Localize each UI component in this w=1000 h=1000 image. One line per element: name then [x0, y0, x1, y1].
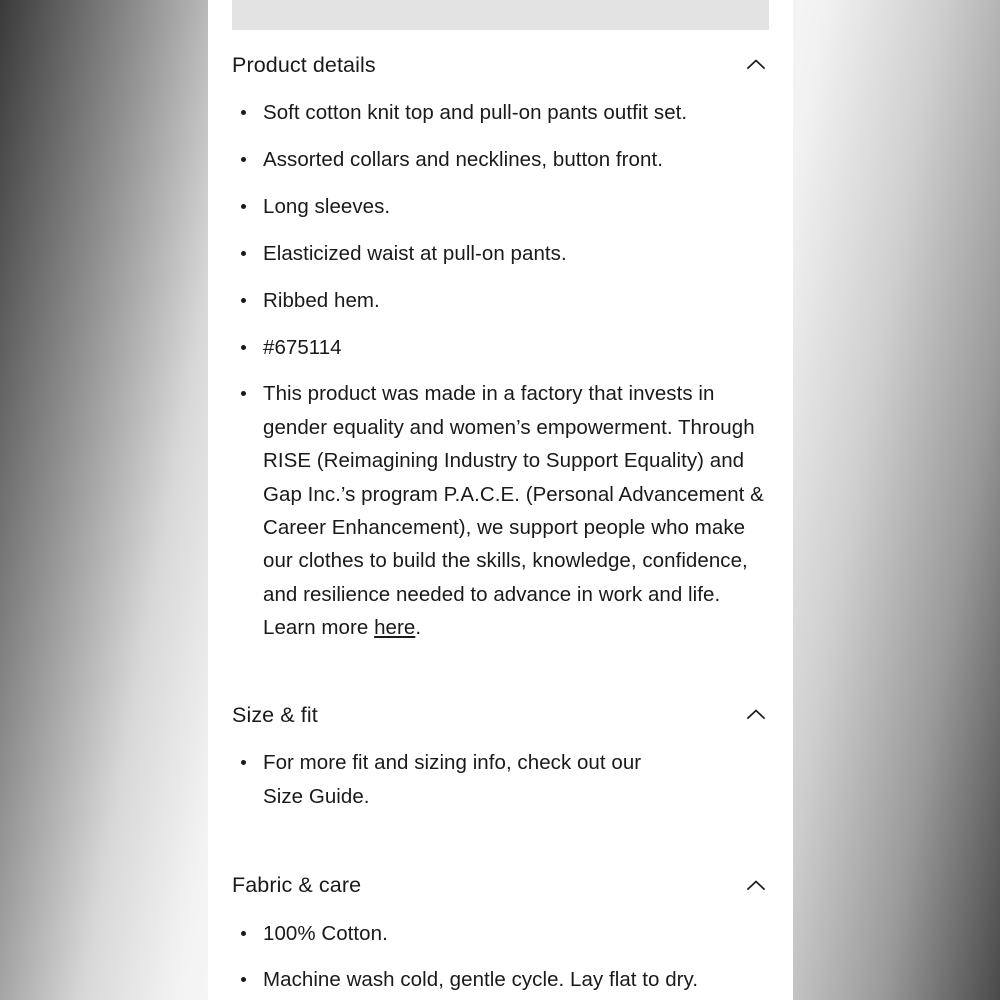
list-item: Long sleeves.	[232, 190, 769, 223]
list-item: #675114	[232, 331, 769, 364]
section-header-size-and-fit[interactable]	[232, 680, 769, 734]
list-item: 100% Cotton.	[232, 917, 769, 950]
chevron-up-icon[interactable]	[743, 873, 769, 899]
spacer	[208, 827, 793, 851]
section-title-size-and-fit: Size & fit	[232, 702, 318, 727]
sustainability-text: This product was made in a factory that invests in gender equality and women’s empowerment. Through RISE (Reimagining Industry to Support Equality) and Gap Inc.’s program P.A.C.E. (Personal Advancement & Career Enhancement), we support people who make our clothes to build the skills, knowledge, confidence, and resilience needed to advance in work and life. Learn more	[263, 382, 764, 640]
sustainability-text-end: .	[415, 616, 422, 640]
section-title-fabric-and-care: Fabric & care	[232, 873, 362, 897]
list-item: Elasticized waist at pull-on pants.	[232, 237, 769, 270]
section-header-fabric-and-care[interactable]	[232, 851, 769, 905]
spacer	[208, 658, 793, 680]
fabric-and-care-list	[232, 917, 769, 997]
list-item: Assorted collars and necklines, button front.	[232, 143, 769, 176]
product-image-strip	[232, 0, 769, 30]
product-details-list	[232, 96, 769, 645]
chevron-up-icon[interactable]	[743, 52, 769, 78]
section-fabric-and-care	[208, 851, 793, 997]
product-detail-page	[208, 0, 793, 1000]
section-title-product-details: Product details	[232, 52, 376, 77]
list-item: Soft cotton knit top and pull-on pants outfit set.	[232, 96, 769, 129]
section-header-product-details[interactable]	[232, 30, 769, 84]
size-and-fit-list	[232, 746, 769, 813]
list-item: For more fit and sizing info, check out our Size Guide.	[232, 746, 683, 813]
list-item-sustainability	[232, 377, 769, 644]
section-size-and-fit	[208, 680, 793, 813]
list-item: Machine wash cold, gentle cycle. Lay flat to dry.	[232, 963, 769, 996]
chevron-up-icon[interactable]	[743, 702, 769, 728]
learn-more-here-link[interactable]: here	[374, 616, 416, 640]
section-product-details	[208, 30, 793, 645]
list-item: Ribbed hem.	[232, 284, 769, 317]
